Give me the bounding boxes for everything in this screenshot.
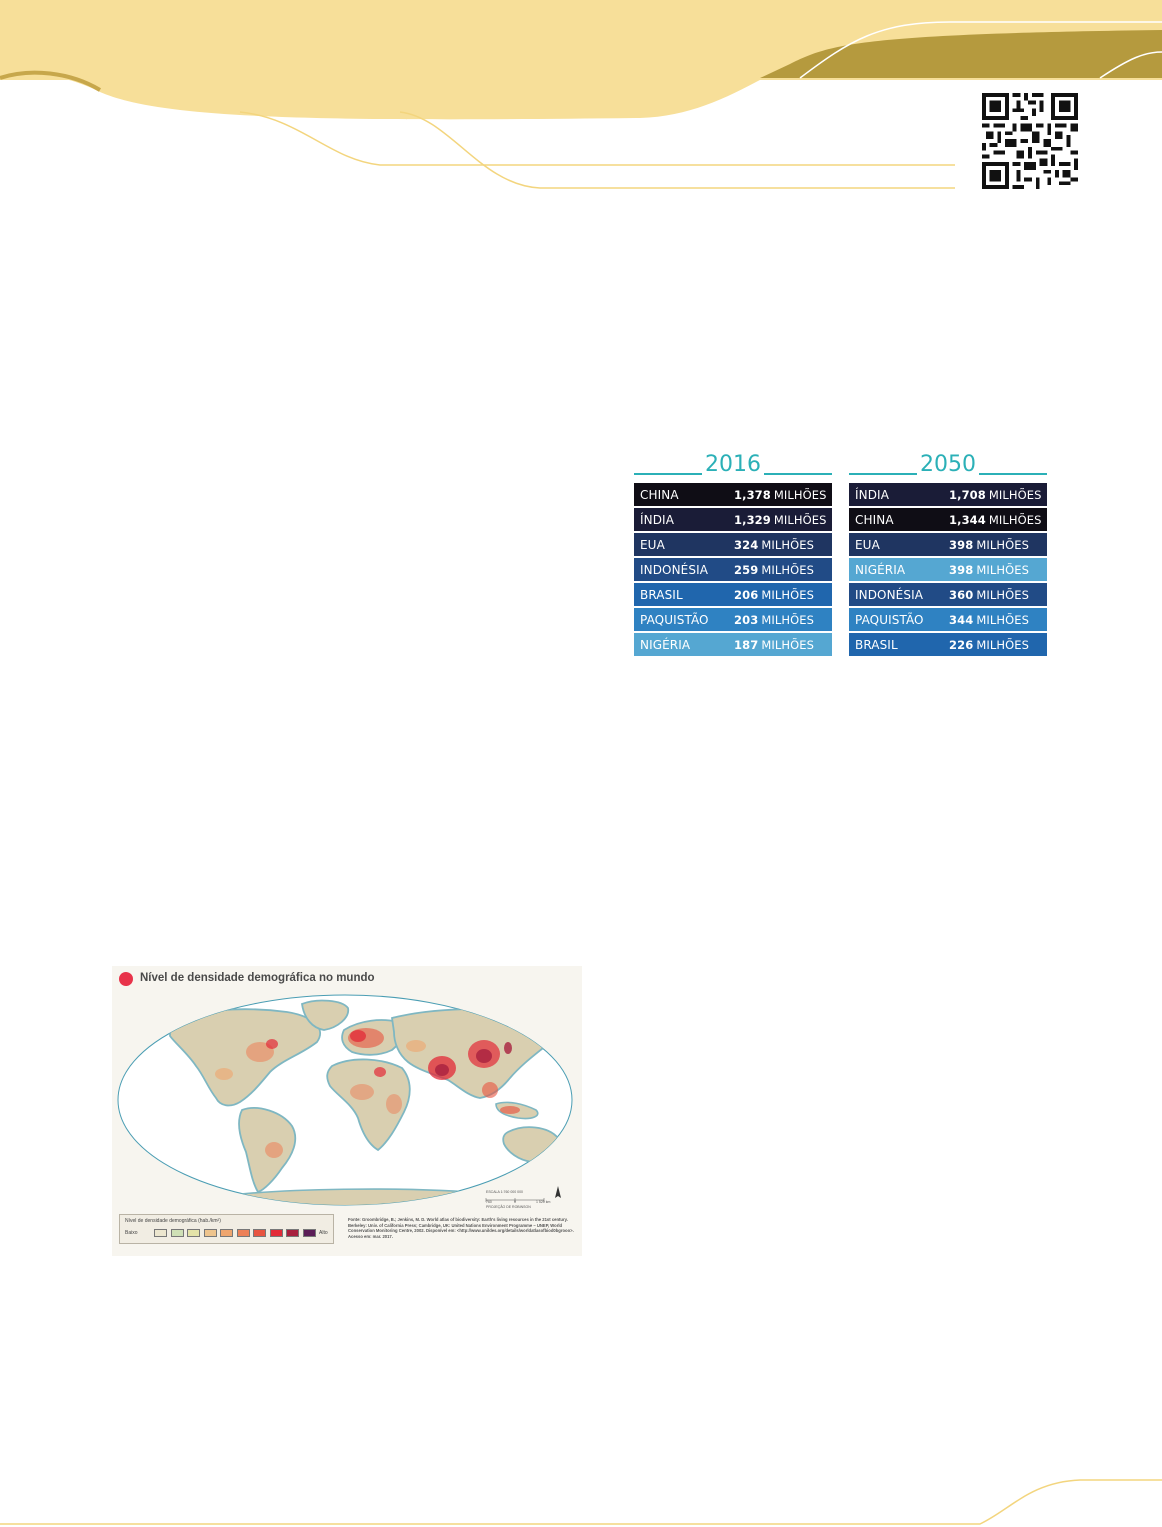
population-value: 203 (734, 612, 759, 627)
country-name: ÍNDIA (855, 487, 890, 502)
country-row (634, 583, 832, 606)
population-value: 226 (949, 637, 974, 652)
map-source-note: Fonte: Groombridge, B.; Jenkins, M. D. World atlas of biodiversity: Earth's living resources in the 21st century. Berkeley: Univ. of California Press; Cambridge, UK: United Nations Environment Programme – UNEP, World Conservation Monitoring Centre, 2002. Disponível em: <http://www.unildes.org/details/worldatlasofbiod0bgrooo>. Acesso em: mar. 2017. (348, 1217, 574, 1239)
population-unit: MILHÕES (976, 587, 1029, 602)
country-row (634, 633, 832, 656)
population-unit: MILHÕES (976, 637, 1029, 652)
legend-swatch (237, 1229, 250, 1237)
legend-swatch (303, 1229, 316, 1237)
population-unit: MILHÕES (761, 637, 814, 652)
legend-swatch (187, 1229, 200, 1237)
country-name: CHINA (855, 512, 894, 527)
country-row (849, 583, 1047, 606)
population-value: 324 (734, 537, 759, 552)
legend-swatch (154, 1229, 167, 1237)
country-row (849, 608, 1047, 631)
country-row (849, 508, 1047, 531)
country-row (849, 633, 1047, 656)
country-name: BRASIL (855, 637, 898, 652)
scale-left: 760 (486, 1199, 492, 1204)
country-name: NIGÉRIA (855, 562, 906, 577)
population-value: 1,378 (734, 487, 771, 502)
scale-title: ESCALA 1:760 000 000 (486, 1190, 523, 1194)
legend-swatch (220, 1229, 233, 1237)
country-name: PAQUISTÃO (855, 612, 924, 627)
country-name: BRASIL (640, 587, 683, 602)
population-unit: MILHÕES (773, 512, 827, 527)
population-value: 206 (734, 587, 759, 602)
world-density-map (112, 992, 582, 1210)
table-2050 (849, 449, 1047, 658)
population-unit: MILHÕES (761, 612, 814, 627)
population-value: 1,344 (949, 512, 986, 527)
population-unit: MILHÕES (761, 562, 814, 577)
legend-high-label: Alto (319, 1230, 328, 1236)
country-row (849, 483, 1047, 506)
population-value: 360 (949, 587, 974, 602)
population-unit: MILHÕES (761, 537, 814, 552)
ranking-rows (634, 483, 832, 656)
legend-swatch (171, 1229, 184, 1237)
table-2016 (634, 449, 832, 658)
country-row (634, 533, 832, 556)
population-unit: MILHÕES (988, 512, 1042, 527)
country-row (634, 558, 832, 581)
density-map-figure (112, 966, 582, 1256)
country-name: INDONÉSIA (855, 587, 924, 602)
country-name: EUA (640, 537, 665, 552)
population-value: 1,329 (734, 512, 771, 527)
footer-decoration (0, 1470, 1162, 1527)
country-row (634, 483, 832, 506)
population-unit: MILHÕES (976, 562, 1029, 577)
country-name: ÍNDIA (640, 512, 675, 527)
population-unit: MILHÕES (988, 487, 1042, 502)
legend-swatch (204, 1229, 217, 1237)
population-unit: MILHÕES (976, 537, 1029, 552)
population-value: 344 (949, 612, 974, 627)
population-value: 398 (949, 562, 974, 577)
scale-right: 1 520 km (536, 1199, 551, 1204)
year-label: 2016 (702, 452, 764, 477)
map-scale-text (486, 1190, 556, 1209)
legend-title: Nível de densidade demográfica (hab./km²) (125, 1218, 221, 1224)
population-value: 187 (734, 637, 759, 652)
legend-low-label: Baixo (125, 1230, 138, 1236)
country-name: CHINA (640, 487, 679, 502)
map-bullet-icon (119, 972, 133, 986)
year-label: 2050 (917, 452, 979, 477)
population-value: 1,708 (949, 487, 986, 502)
country-row (849, 558, 1047, 581)
legend-swatch (286, 1229, 299, 1237)
ranking-rows (849, 483, 1047, 656)
population-ranking-tables (628, 449, 1068, 664)
year-header (849, 449, 1047, 481)
map-title: Nível de densidade demográfica no mundo (140, 972, 375, 984)
map-legend (119, 1214, 334, 1244)
scale-mid: 0 (514, 1199, 516, 1204)
population-value: 259 (734, 562, 759, 577)
projection-label: PROJEÇÃO DE ROBINSON (486, 1204, 531, 1209)
country-name: INDONÉSIA (640, 562, 709, 577)
population-unit: MILHÕES (976, 612, 1029, 627)
country-name: NIGÉRIA (640, 637, 691, 652)
country-row (849, 533, 1047, 556)
country-row (634, 608, 832, 631)
legend-swatch (270, 1229, 283, 1237)
qr-code[interactable] (982, 93, 1078, 189)
country-row (634, 508, 832, 531)
year-header (634, 449, 832, 481)
legend-swatch (253, 1229, 266, 1237)
population-unit: MILHÕES (761, 587, 814, 602)
population-unit: MILHÕES (773, 487, 827, 502)
country-name: EUA (855, 537, 880, 552)
country-name: PAQUISTÃO (640, 612, 709, 627)
population-value: 398 (949, 537, 974, 552)
